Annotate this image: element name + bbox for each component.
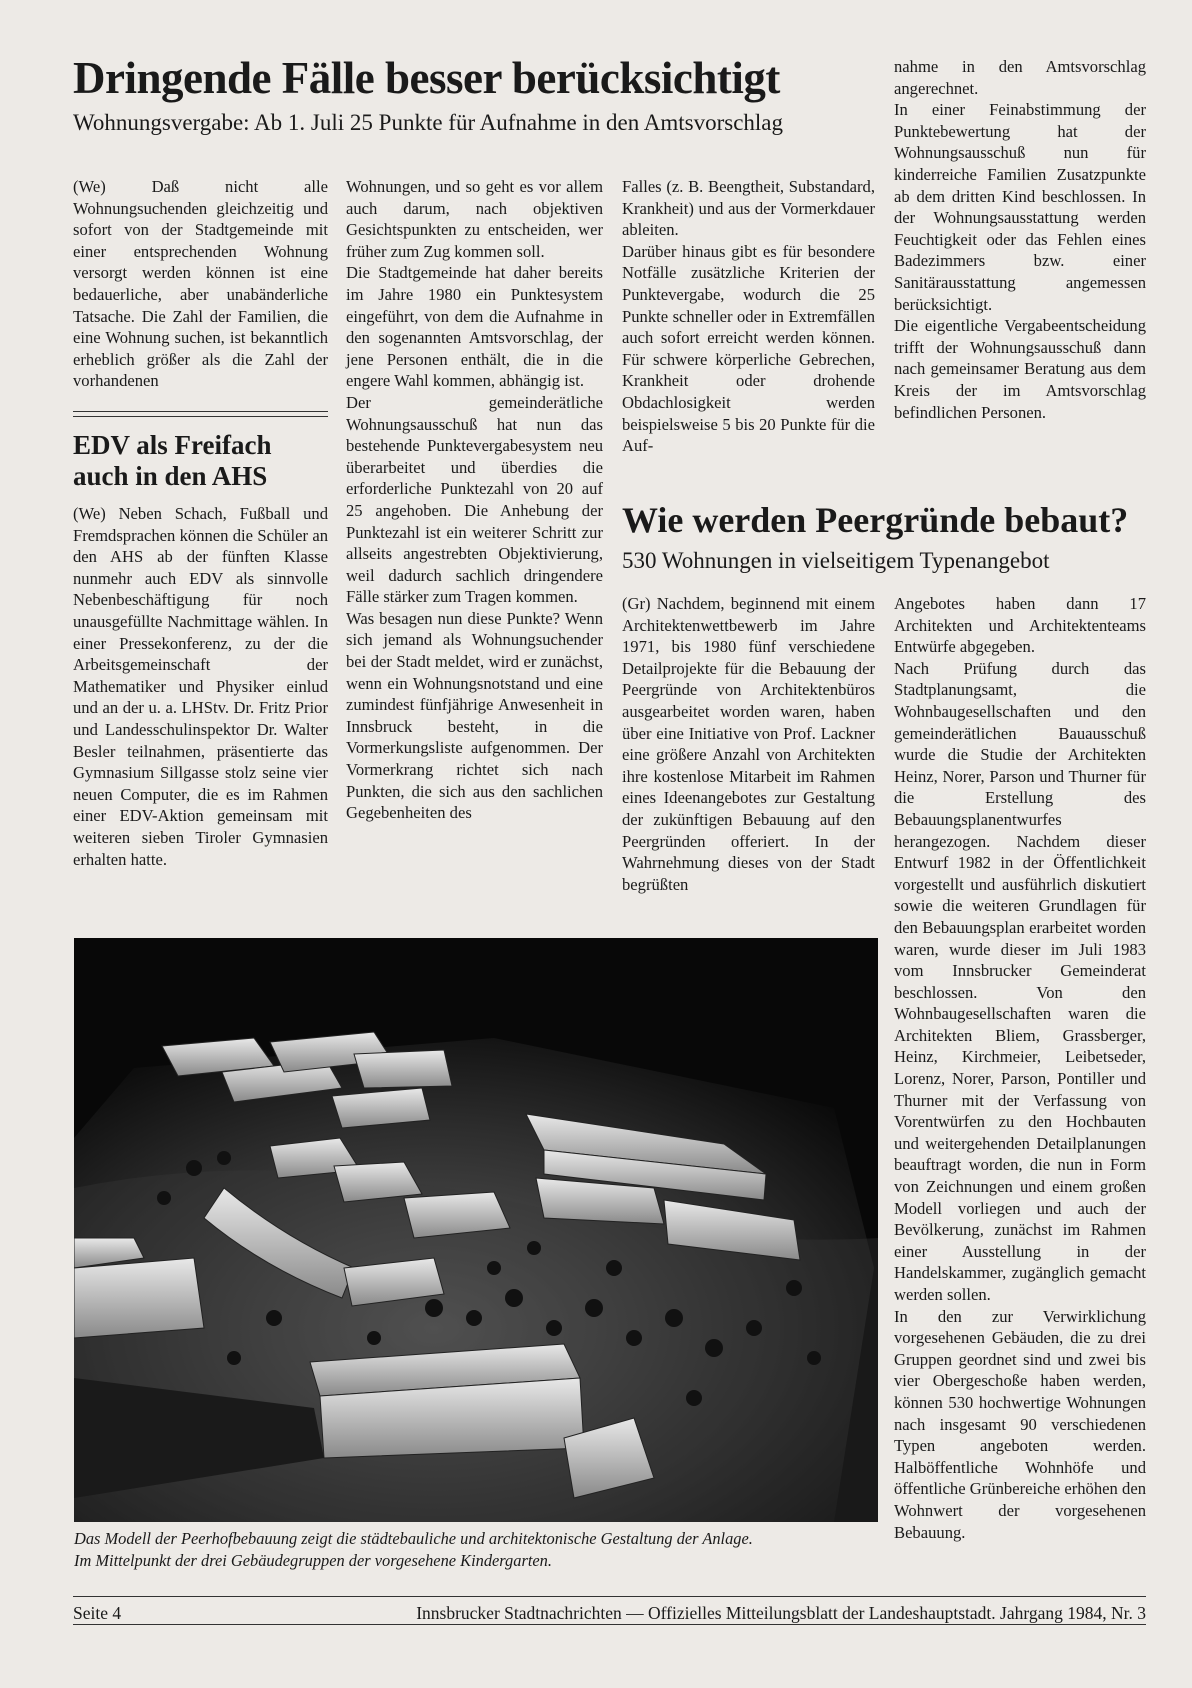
footer-publication: Innsbrucker Stadtnachrichten — Offizielles Mitteilungsblatt der Landeshauptstadt. Jahrgang 1984, Nr. 3 [416, 1603, 1146, 1623]
article3-col3 [622, 593, 875, 895]
article1-col4-p3: Die eigentliche Vergabeentscheidung trifft der Wohnungsausschuß dann nach gemeinsamer Beratung aus dem Kreis der im Amtsvorschlag befindlichen Personen. [894, 316, 1146, 422]
model-photo-image [74, 938, 878, 1522]
article1-col2-p4: Was besagen nun diese Punkte? Wenn sich jemand als Wohnungsuchender bei der Stadt meldet, wird er zunächst, wenn ein Wohnungsnotstand und eine zumindest fünfjährige Anwesenheit in Innsbruck besteht, in die Vormerkungsliste aufgenommen. Der Vormerkrang richtet sich nach Punkten, die sich aus den sachlichen Gegebenheiten des [346, 608, 603, 823]
article3-col4-p2: Nach Prüfung durch das Stadtplanungsamt, die Wohnbaugesellschaften und den gemeinderätlichen Bauausschuß wurde die Studie der Architekten Heinz, Norer, Parson und Thurner für die Erstellung des Bebauungsplanentwurfes herangezogen. Nachdem dieser Entwurf 1982 in der Öffentlichkeit vorgestellt und ausführlich diskutiert sowie die weiteren Grundlagen für den Bebauungsplan erarbeitet worden waren, wurde dieser im Juli 1983 vom Innsbrucker Gemeinderat beschlossen. Von den Wohnbaugesellschaften waren die Architekten Bliem, Grassberger, Heinz, Kirchmeier, Leibetseder, Lorenz, Norer, Parson, Pontiller und Thurner mit der Verfassung von Vorentwürfen zu den Hochbauten und weitergehenden Detailplanungen beauftragt worden, die nun in Form von Zeichnungen und einem großen Modell vorliegen und auch der Bevölkerung, zunächst im Rahmen einer Ausstellung in der Handelskammer, zugänglich gemacht werden sollen. [894, 658, 1146, 1304]
footer-rule [73, 1624, 1146, 1625]
article1-col2 [346, 176, 603, 824]
headline-peergruende: Wie werden Peergründe bebaut? [622, 500, 1129, 540]
footer-rule [73, 1596, 1146, 1597]
article3-col4-p1: Angebotes haben dann 17 Architekten und Architektenteams Entwürfe abgegeben. [894, 594, 1146, 657]
article1-col3 [622, 176, 875, 457]
article1-col1-text: (We) Daß nicht alle Wohnungsuchenden gleichzeitig und sofort von der Stadtgemeinde mit einer entsprechenden Wohnung versorgt werden können ist eine bedauerliche, aber unabänderliche Tatsache. Die Zahl der Familien, die eine Wohnung suchen, ist bekanntlich erheblich größer als die Zahl der vorhandenen [73, 177, 328, 391]
article3-col4 [894, 593, 1146, 1543]
article3-col4-p3: In den zur Verwirklichung vorgesehenen Gebäuden, die zu drei Gruppen geordnet sind und zwei bis vier Obergeschoße haben werden, können 530 hochwertige Wohnungen nach insgesamt 90 verschiedenen Typen angeboten werden. Halböffentliche Wohnhöfe und öffentliche Grünbereiche erhöhen den Wohnwert der vorgesehenen Bebauung. [894, 1306, 1146, 1542]
photo-caption-line2: Im Mittelpunkt der drei Gebäudegruppen der vorgesehene Kindergarten. [74, 1551, 552, 1570]
article1-col1 [73, 176, 328, 392]
article1-col4 [894, 56, 1146, 423]
article1-col2-p2: Die Stadtgemeinde hat daher bereits im Jahre 1980 ein Punktesystem eingeführt, von dem die Aufnahme in den sogenannten Amtsvorschlag, der jene Personen enthält, die in die engere Wahl kommen, abhängig ist. [346, 263, 603, 391]
article1-col3-p2: Darüber hinaus gibt es für besondere Notfälle zusätzliche Kriterien der Punktevergabe, wodurch die 25 Punkte schneller oder in Extremfällen auch sofort erreicht werden können. Für schwere körperliche Gebrechen, Krankheit oder drohende Obdachlosigkeit werden beispielsweise 5 bis 20 Punkte für die Auf- [622, 241, 875, 456]
subheadline-main: Wohnungsvergabe: Ab 1. Juli 25 Punkte für Aufnahme in den Amtsvorschlag [73, 110, 784, 135]
divider [73, 416, 328, 417]
headline-edv-line1: EDV als Freifach [73, 430, 272, 460]
article1-col2-p1: Wohnungen, und so geht es vor allem auch darum, nach objektiven Gesichtspunkten zu entscheiden, wer früher zum Zug kommen soll. [346, 177, 603, 261]
article3-col3-text: (Gr) Nachdem, beginnend mit einem Architektenwettbewerb im Jahre 1971, bis 1980 fünf verschiedene Detailprojekte für die Bebauung der Peergründe von Architektenbüros ausgearbeitet worden waren, haben über eine Initiative von Prof. Lackner eine größere Anzahl von Architekten ihre kostenlose Mitarbeit im Rahmen eines Ideenangebotes zur Gestaltung der zukünftigen Bebauung auf den Peergründen offeriert. In der Wahrnehmung dieses von der Stadt begrüßten [622, 594, 875, 894]
model-photo [74, 938, 878, 1522]
article1-col3-p1: Falles (z. B. Beengtheit, Substandard, Krankheit) und aus der Vormerkdauer ableiten. [622, 177, 875, 240]
article1-col2-p3: Der gemeinderätliche Wohnungsausschuß hat nun das bestehende Punktevergabesystem neu überarbeitet und überdies die erforderliche Punktezahl von 20 auf 25 angehoben. Die Anhebung der Punktezahl ist ein weiterer Schritt zur allseits angestrebten Objektivierung, weil dadurch sachlich dringendere Fälle stärker zum Tragen kommen. [346, 392, 603, 607]
headline-edv-line2: auch in den AHS [73, 461, 268, 491]
photo-caption-line1: Das Modell der Peerhofbebauung zeigt die städtebauliche und architektonische Gestaltung der Anlage. [74, 1529, 753, 1548]
footer-page-number: Seite 4 [73, 1603, 122, 1623]
article1-col4-p1: nahme in den Amtsvorschlag angerechnet. [894, 57, 1146, 98]
headline-main: Dringende Fälle besser berücksichtigt [73, 53, 780, 103]
article1-col4-p2: In einer Feinabstimmung der Punktebewertung hat der Wohnungsausschuß nun für kinderreiche Familien Zusatzpunkte ab dem dritten Kind beschlossen. In der Wohnungsausstattung werden Feuchtigkeit oder das Fehlen eines Badezimmers bzw. einer Sanitärausstattung angemessen berücksichtigt. [894, 100, 1146, 314]
article2-body [73, 503, 328, 870]
subheadline-peergruende: 530 Wohnungen in vielseitigem Typenangebot [622, 548, 1050, 573]
photo-caption [74, 1528, 884, 1572]
divider [73, 411, 328, 412]
article2-body-text: (We) Neben Schach, Fußball und Fremdsprachen können die Schüler an den AHS ab der fünften Klasse nunmehr auch EDV als sinnvolle Nebenbeschäftigung für noch unausgefüllte Nachmittage wählen. In einer Pressekonferenz, zu der die Arbeitsgemeinschaft der Mathematiker und Physiker einlud und an der u. a. LHStv. Dr. Fritz Prior und Landesschulinspektor Dr. Walter Besler teilnahmen, präsentierte das Gymnasium Sillgasse stolz seine vier neuen Computer, die es im Rahmen einer EDV-Aktion gemeinsam mit weiteren sieben Tiroler Gymnasien erhalten hatte. [73, 504, 328, 869]
headline-edv [73, 430, 333, 492]
